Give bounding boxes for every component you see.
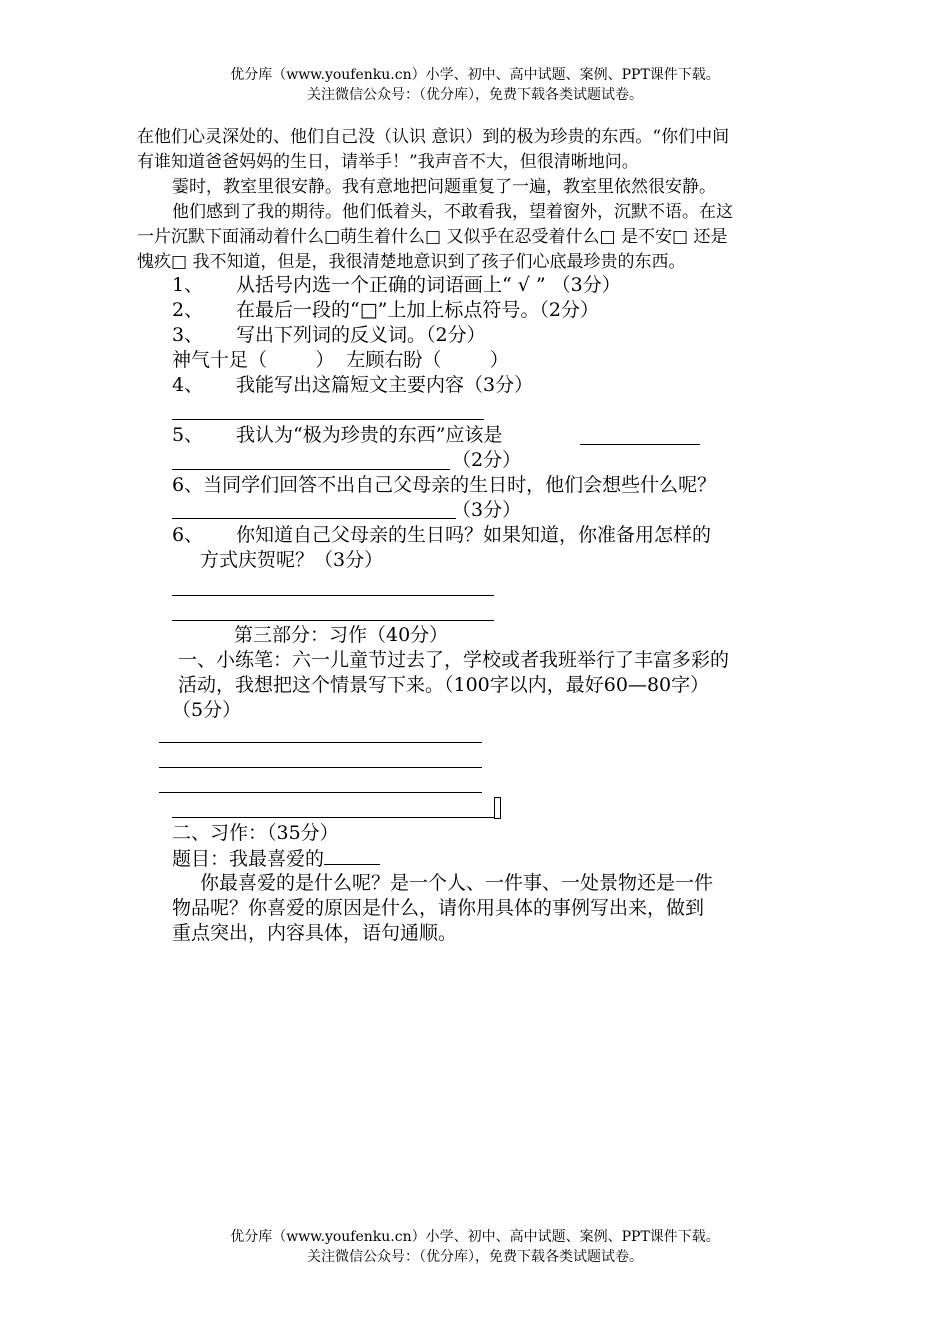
text-cursor-box-icon xyxy=(494,797,501,819)
page-header-line2: 关注微信公众号：（优分库），免费下载各类试题试卷。 xyxy=(307,87,643,103)
answer-line-q6b-2[interactable] xyxy=(172,620,494,621)
passage-line: 一片沉默下面涌动着什么□萌生着什么□ 又似乎在忍受着什么□ 是不安□ 还是 xyxy=(137,227,728,247)
part3-section2-prompt-line3: 重点突出，内容具体，语句通顺。 xyxy=(172,922,458,944)
page-footer-line1: 优分库（www.youfenku.cn）小学、初中、高中试题、案例、PPT课件下载。 xyxy=(230,1229,720,1245)
question-6a-text: 6、当同学们回答不出自己父母亲的生日时，他们会想些什么呢？ xyxy=(172,474,717,496)
passage-line: 有谁知道爸爸妈妈的生日，请举手！”我声音不大，但很清晰地问。 xyxy=(137,152,639,172)
part3-title: 第三部分：习作（40分） xyxy=(234,624,449,646)
part3-section1-line2: 活动，我想把这个情景写下来。（100字以内，最好60—80字） xyxy=(178,674,710,696)
question-4-number: 4、 xyxy=(172,374,204,396)
part3-section2-topic-row xyxy=(172,846,380,872)
page-footer-line2: 关注微信公众号：（优分库），免费下载各类试题试卷。 xyxy=(307,1249,643,1265)
answer-line-q5-a[interactable] xyxy=(580,444,700,445)
answer-line-q6a[interactable] xyxy=(172,518,456,519)
question-3-antonyms: 神气十足（ ） 左顾右盼（ ） xyxy=(172,349,509,371)
question-3-text: 写出下列词的反义词。（2分） xyxy=(236,324,486,346)
part3-section1-line1: 一、小练笔：六一儿童节过去了，学校或者我班举行了丰富多彩的 xyxy=(178,649,730,671)
part3-section2-topic: 题目：我最喜爱的 xyxy=(172,848,325,870)
question-1-number: 1、 xyxy=(172,274,204,296)
writing-line-4[interactable] xyxy=(172,817,495,818)
part3-section2-prompt-line2: 物品呢？你喜爱的原因是什么，请你用具体的事例写出来，做到 xyxy=(172,897,705,919)
passage-line: 愧疚□ 我不知道，但是，我很清楚地意识到了孩子们心底最珍贵的东西。 xyxy=(137,252,686,272)
part3-section1-score: （5分） xyxy=(172,699,242,721)
question-6b-text-cont: 方式庆贺呢？（3分） xyxy=(200,549,384,571)
question-3-number: 3、 xyxy=(172,324,204,346)
question-6b-number: 6、 xyxy=(172,524,204,546)
question-6a-score: （3分） xyxy=(452,499,522,521)
writing-line-1[interactable] xyxy=(159,742,482,743)
topic-blank[interactable] xyxy=(324,846,380,865)
part3-section2-heading: 二、习作：（35分） xyxy=(172,822,339,844)
writing-line-2[interactable] xyxy=(159,767,482,768)
question-1-text: 从括号内选一个正确的词语画上“ √ ” （3分） xyxy=(236,274,621,296)
question-5-score: （2分） xyxy=(452,449,522,471)
question-2-number: 2、 xyxy=(172,299,204,321)
answer-line-q4[interactable] xyxy=(172,419,484,420)
question-4-text: 我能写出这篇短文主要内容（3分） xyxy=(236,374,534,396)
question-5-number: 5、 xyxy=(172,424,204,446)
question-5-text: 我认为“极为珍贵的东西”应该是 xyxy=(236,424,503,446)
answer-line-q5-b[interactable] xyxy=(172,469,450,470)
writing-line-3[interactable] xyxy=(159,792,482,793)
passage-line: 他们感到了我的期待。他们低着头，不敢看我，望着窗外，沉默不语。在这 xyxy=(172,202,733,222)
part3-section2-prompt-line1: 你最喜爱的是什么呢？是一个人、一件事、一处景物还是一件 xyxy=(200,872,714,894)
passage-line: 在他们心灵深处的、他们自己没（认识 意识）到的极为珍贵的东西。“你们中间 xyxy=(137,127,730,147)
question-2-text: 在最后一段的“□”上加上标点符号。（2分） xyxy=(236,299,599,321)
question-6b-text: 你知道自己父母亲的生日吗？如果知道，你准备用怎样的 xyxy=(236,524,712,546)
answer-line-q6b-1[interactable] xyxy=(172,595,494,596)
passage-line: 霎时，教室里很安静。我有意地把问题重复了一遍，教室里依然很安静。 xyxy=(172,177,716,197)
page-header-line1: 优分库（www.youfenku.cn）小学、初中、高中试题、案例、PPT课件下载。 xyxy=(230,67,720,83)
